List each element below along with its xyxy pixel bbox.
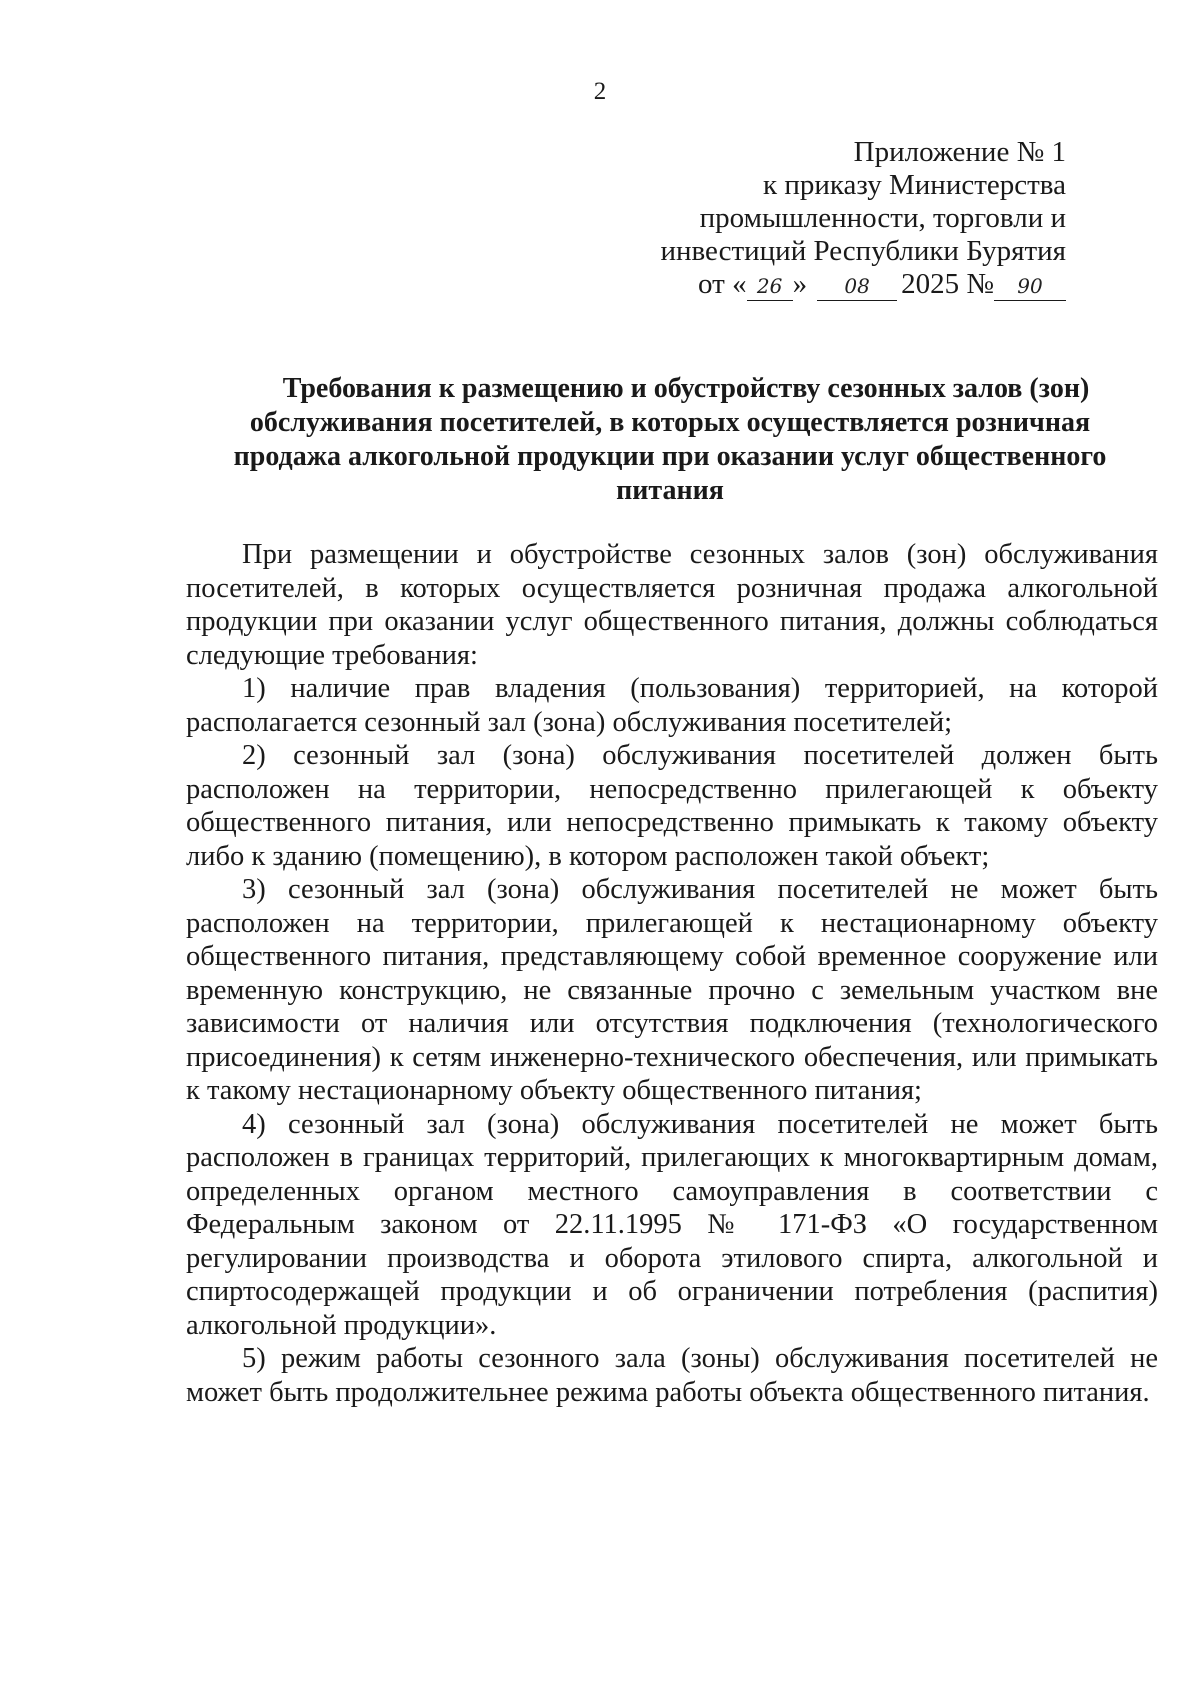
title-line-3: продажа алкогольной продукции при оказании услуг общественного bbox=[233, 441, 1107, 472]
date-day-handwritten: 26 bbox=[747, 272, 793, 301]
appendix-line-4: инвестиций Республики Бурятия bbox=[660, 235, 1066, 267]
date-prefix: от « bbox=[698, 268, 747, 300]
paragraph-item-2: 2) сезонный зал (зона) обслуживания посетителей должен быть расположен на территории, непосредственно прилегающей к объекту общественного питания, или непосредственно примыкать к такому объекту либо к зданию (помещению), в котором расположен такой объект; bbox=[186, 740, 1158, 872]
paragraph-intro: При размещении и обустройстве сезонных залов (зон) обслуживания посетителей, в которых осуществляется розничная продажа алкогольной продукции при оказании услуг общественного питания, должны соблюдаться следующие требования: bbox=[186, 539, 1158, 671]
order-date-line bbox=[660, 268, 1066, 301]
appendix-line-2: к приказу Министерства bbox=[763, 169, 1066, 201]
paragraph-item-1: 1) наличие прав владения (пользования) территорией, на которой располагается сезонный зал (зона) обслуживания посетителей; bbox=[186, 673, 1158, 738]
page-number: 2 bbox=[593, 78, 607, 105]
document-title bbox=[200, 372, 1140, 508]
appendix-line-3: промышленности, торговли и bbox=[699, 202, 1066, 234]
date-close-quote: » bbox=[792, 268, 808, 300]
date-year-label: 2025 № bbox=[901, 268, 994, 300]
paragraph-item-4: 4) сезонный зал (зона) обслуживания посетителей не может быть расположен в границах территорий, прилегающих к многоквартирным домам, определенных органом местного самоуправления в соответствии с Федеральным законом от 22.11.1995 № 171-ФЗ «О государственном регулировании производства и оборота этилового спирта, алкогольной и спиртосодержащей продукции и об ограничении потребления (распития) алкогольной продукции». bbox=[186, 1108, 1158, 1341]
appendix-header bbox=[660, 136, 1066, 301]
paragraph-item-3: 3) сезонный зал (зона) обслуживания посетителей не может быть расположен на территории, прилегающей к нестационарному объекту общественного питания, представляющему собой временное сооружение или временную конструкцию, не связанные прочно с земельным участком вне зависимости от наличия или отсутствия подключения (технологического присоединения) к сетям инженерно-технического обеспечения, или примыкать к такому нестационарному объекту общественного питания; bbox=[186, 874, 1158, 1106]
date-month-handwritten: 08 bbox=[817, 272, 897, 301]
title-line-2: обслуживания посетителей, в которых осуществляется розничная bbox=[249, 407, 1091, 438]
order-number-handwritten: 90 bbox=[994, 272, 1066, 301]
title-line-1: Требования к размещению и обустройству сезонных залов (зон) bbox=[282, 373, 1090, 404]
appendix-line-1: Приложение № 1 bbox=[853, 136, 1066, 168]
paragraph-item-5: 5) режим работы сезонного зала (зоны) обслуживания посетителей не может быть продолжительнее режима работы объекта общественного питания. bbox=[186, 1343, 1158, 1408]
title-line-4: питания bbox=[616, 475, 724, 506]
document-body bbox=[186, 538, 1158, 1409]
